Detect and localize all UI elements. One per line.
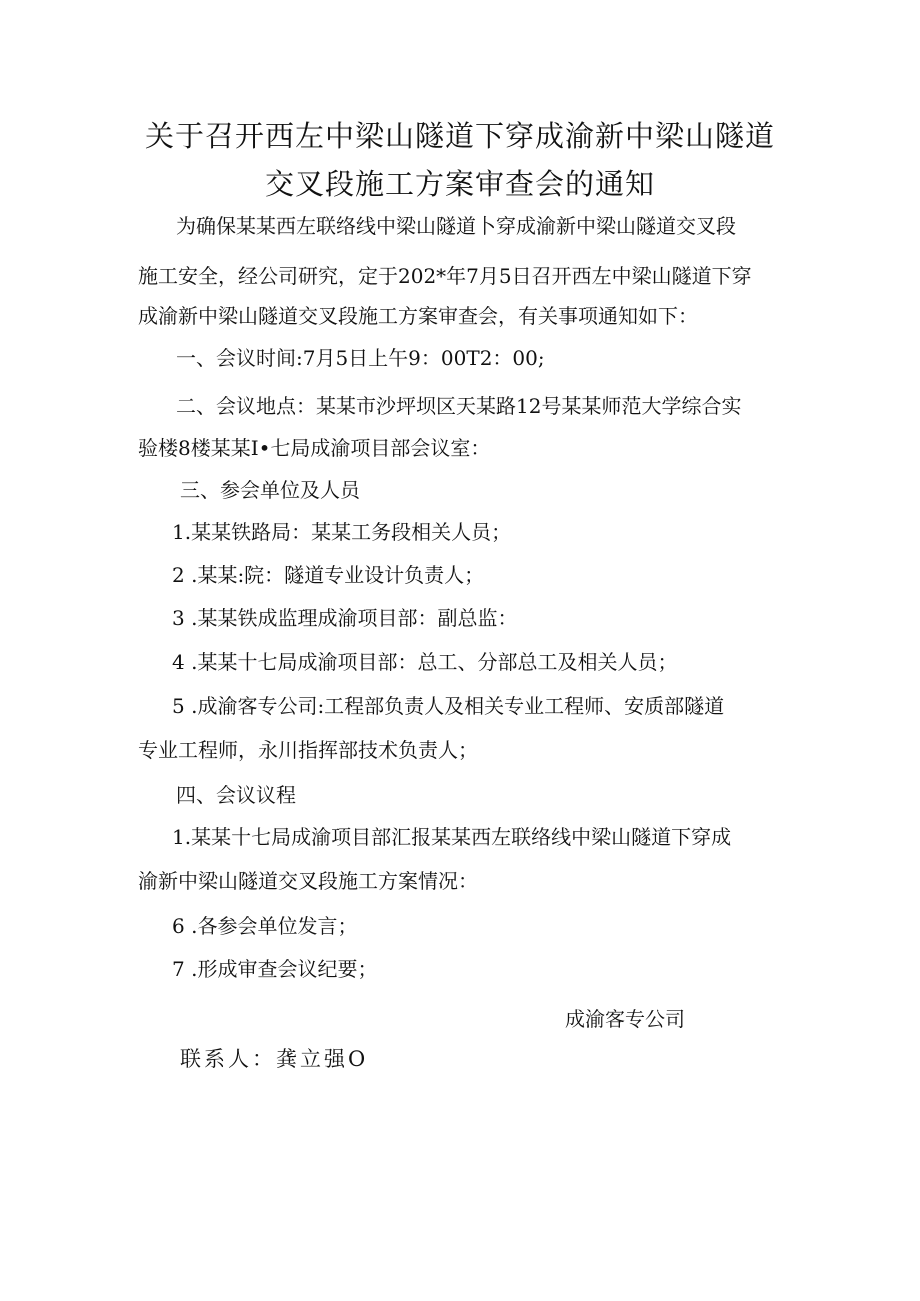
attendee-item-1: 1.某某铁路局：某某工务段相关人员；	[172, 520, 512, 544]
agenda-item-1-line-1: 1.某某十七局成渝项目部汇报某某西左联络线中梁山隧道下穿成	[172, 825, 732, 849]
attendee-item-2: 2 .某某:院：隧道专业设计负责人；	[172, 563, 485, 587]
attendee-item-4: 4 .某某十七局成渝项目部：总工、分部总工及相关人员；	[172, 650, 678, 674]
meeting-time: 一、会议时间:7月5日上午9：00T2：00;	[176, 346, 545, 370]
meeting-location-line-2: 验楼8楼某某I•七局成渝项目部会议室：	[138, 436, 491, 460]
agenda-item-1-line-2: 渝新中梁山隧道交叉段施工方案情况：	[138, 869, 478, 893]
notice-title-line-1: 关于召开西左中梁山隧道下穿成渝新中梁山隧道	[144, 119, 775, 153]
meeting-location-line-1: 二、会议地点：某某市沙坪坝区天某路12号某某师范大学综合实	[176, 394, 742, 418]
issuer-name: 成渝客专公司	[565, 1007, 685, 1031]
agenda-item-3: 7 .形成审查会议纪要；	[172, 957, 378, 981]
attendee-item-3: 3 .某某铁成监理成渝项目部：副总监：	[172, 606, 518, 630]
attendee-item-5-line-2: 专业工程师，永川指挥部技术负责人；	[138, 738, 478, 762]
attendee-item-5-line-1: 5 .成渝客专公司:工程部负责人及相关专业工程师、安质部隧道	[172, 694, 725, 718]
attendees-heading: 三、参会单位及人员	[180, 478, 360, 502]
agenda-item-2: 6 .各参会单位发言；	[172, 914, 358, 938]
intro-line-1: 为确保某某西左联络线中梁山隧道卜穿成渝新中梁山隧道交叉段	[176, 214, 736, 238]
notice-title-line-2: 交叉段施工方案审查会的通知	[264, 167, 655, 201]
intro-line-3: 成渝新中梁山隧道交叉段施工方案审查会，有关事项通知如下：	[138, 304, 698, 328]
intro-line-2: 施工安全，经公司研究，定于202*年7月5日召开西左中梁山隧道下穿	[138, 264, 752, 288]
contact-person: 联系人：龚立强O	[180, 1047, 369, 1071]
agenda-heading: 四、会议议程	[176, 783, 296, 807]
